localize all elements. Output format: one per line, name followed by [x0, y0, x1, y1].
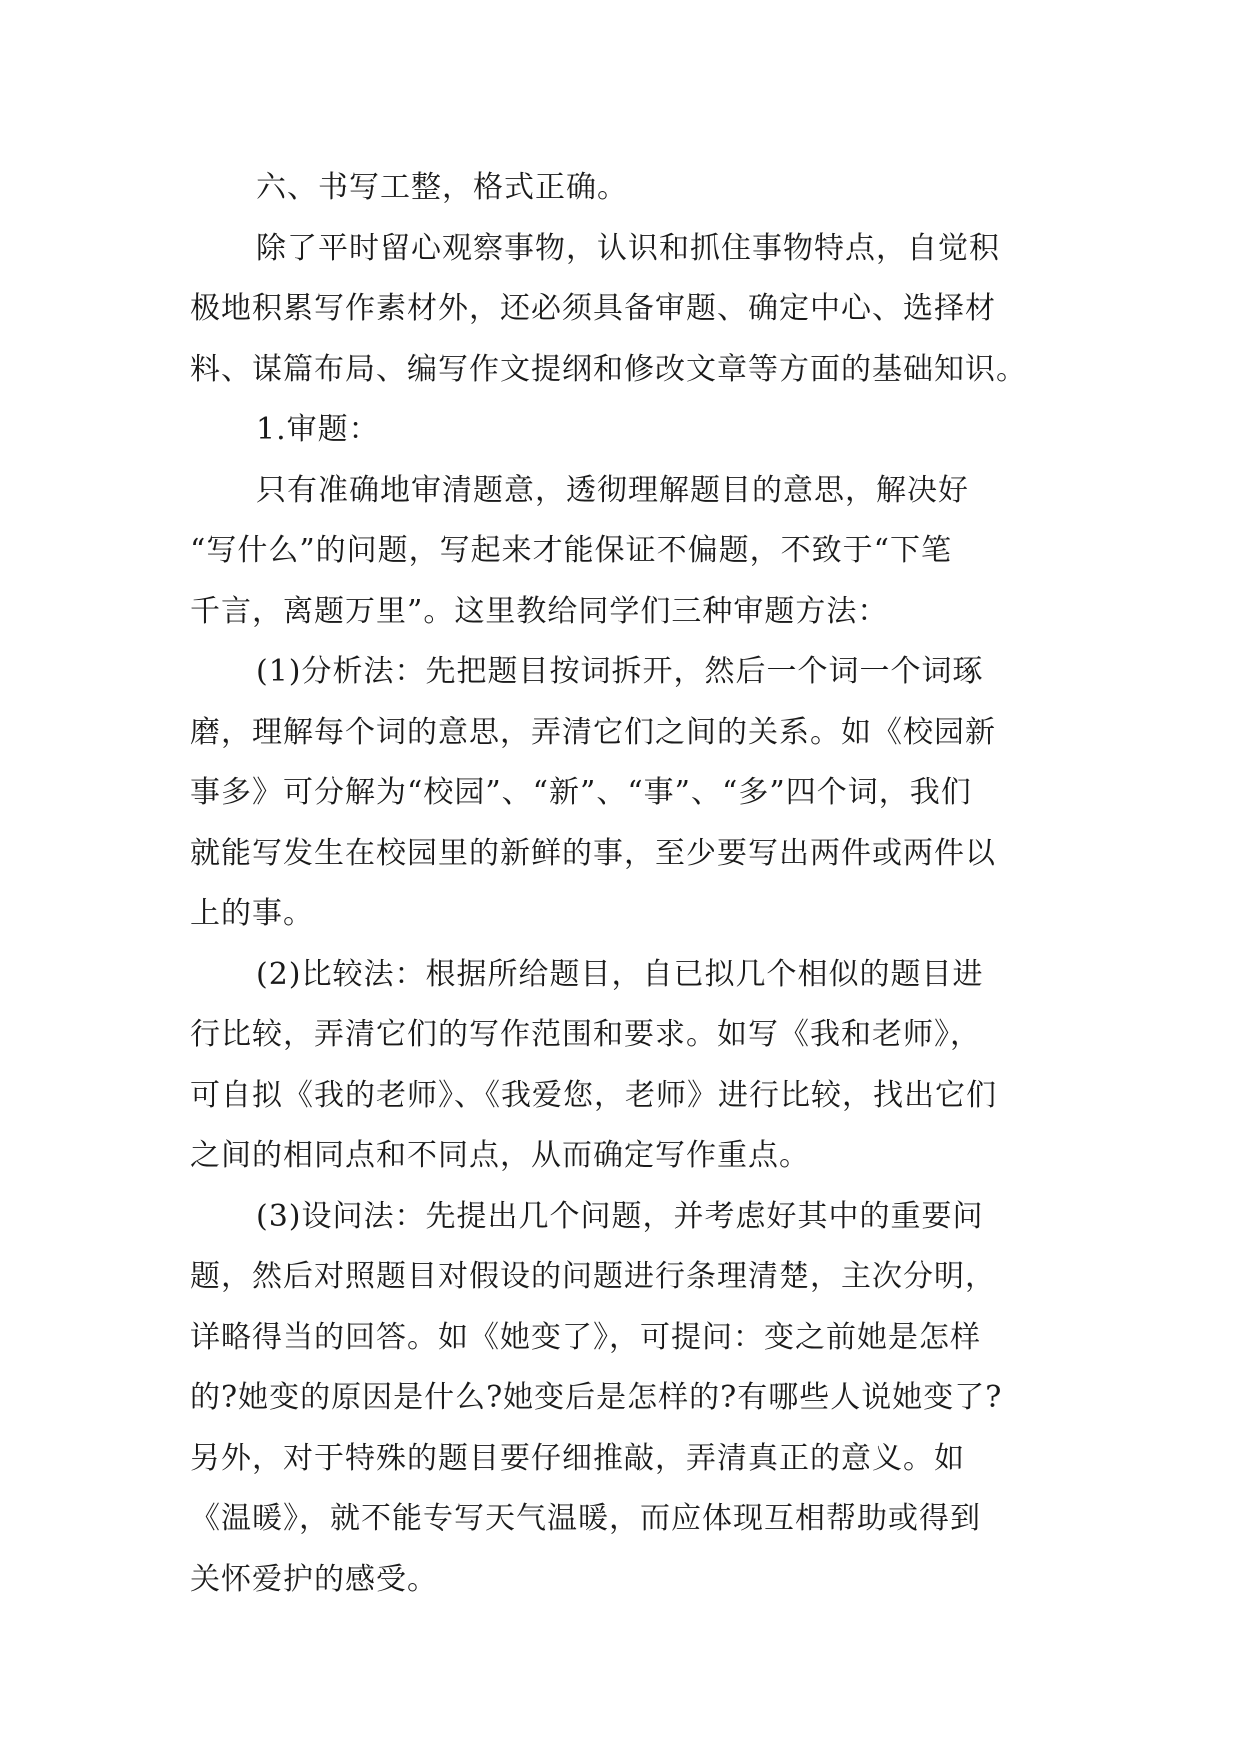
- text-line: 题，然后对照题目对假设的问题进行条理清楚，主次分明，: [190, 1259, 996, 1294]
- text-line: 六、书写工整，格式正确。: [256, 170, 628, 205]
- text-line: 关怀爱护的感受。: [190, 1561, 438, 1597]
- text-line: 详略得当的回答。如《她变了》，可提问：变之前她是怎样: [190, 1319, 981, 1355]
- text-line: 可自拟《我的老师》、《我爱您，老师》进行比较，找出它们: [190, 1077, 997, 1113]
- text-line: (2)比较法：根据所给题目，自已拟几个相似的题目进: [256, 956, 984, 992]
- text-line: 除了平时留心观察事物，认识和抓住事物特点，自觉积: [256, 230, 1000, 266]
- text-line: 千言，离题万里”。这里教给同学们三种审题方法：: [190, 593, 889, 629]
- document-body: [190, 158, 1050, 1610]
- text-line: 上的事。: [190, 896, 314, 931]
- text-line: 就能写发生在校园里的新鲜的事，至少要写出两件或两件以: [190, 835, 996, 871]
- text-line: (1)分析法：先把题目按词拆开，然后一个词一个词琢: [256, 654, 984, 689]
- text-line: 只有准确地审清题意，透彻理解题目的意思，解决好: [256, 472, 969, 508]
- text-line: (3)设问法：先提出几个问题，并考虑好其中的重要问: [256, 1198, 984, 1234]
- text-line: 磨，理解每个词的意思，弄清它们之间的关系。如《校园新: [190, 714, 996, 750]
- text-line: 的?她变的原因是什么?她变后是怎样的?有哪些人说她变了?: [190, 1380, 1003, 1415]
- text-line: 《温暖》，就不能专写天气温暖，而应体现互相帮助或得到: [190, 1501, 981, 1536]
- text-line: 行比较，弄清它们的写作范围和要求。如写《我和老师》，: [190, 1017, 981, 1052]
- text-line: 之间的相同点和不同点，从而确定写作重点。: [190, 1138, 810, 1173]
- text-line: 料、谋篇布局、编写作文提纲和修改文章等方面的基础知识。: [190, 351, 1027, 387]
- text-line: 另外，对于特殊的题目要仔细推敲，弄清真正的意义。如: [190, 1440, 965, 1476]
- text-line: 1.审题：: [256, 412, 380, 447]
- text-line: 极地积累写作素材外，还必须具备审题、确定中心、选择材: [190, 291, 996, 326]
- text-line: “写什么”的问题，写起来才能保证不偏题，不致于“下笔: [190, 533, 953, 568]
- text-line: 事多》可分解为“校园”、“新”、“事”、“多”四个词，我们: [190, 775, 972, 810]
